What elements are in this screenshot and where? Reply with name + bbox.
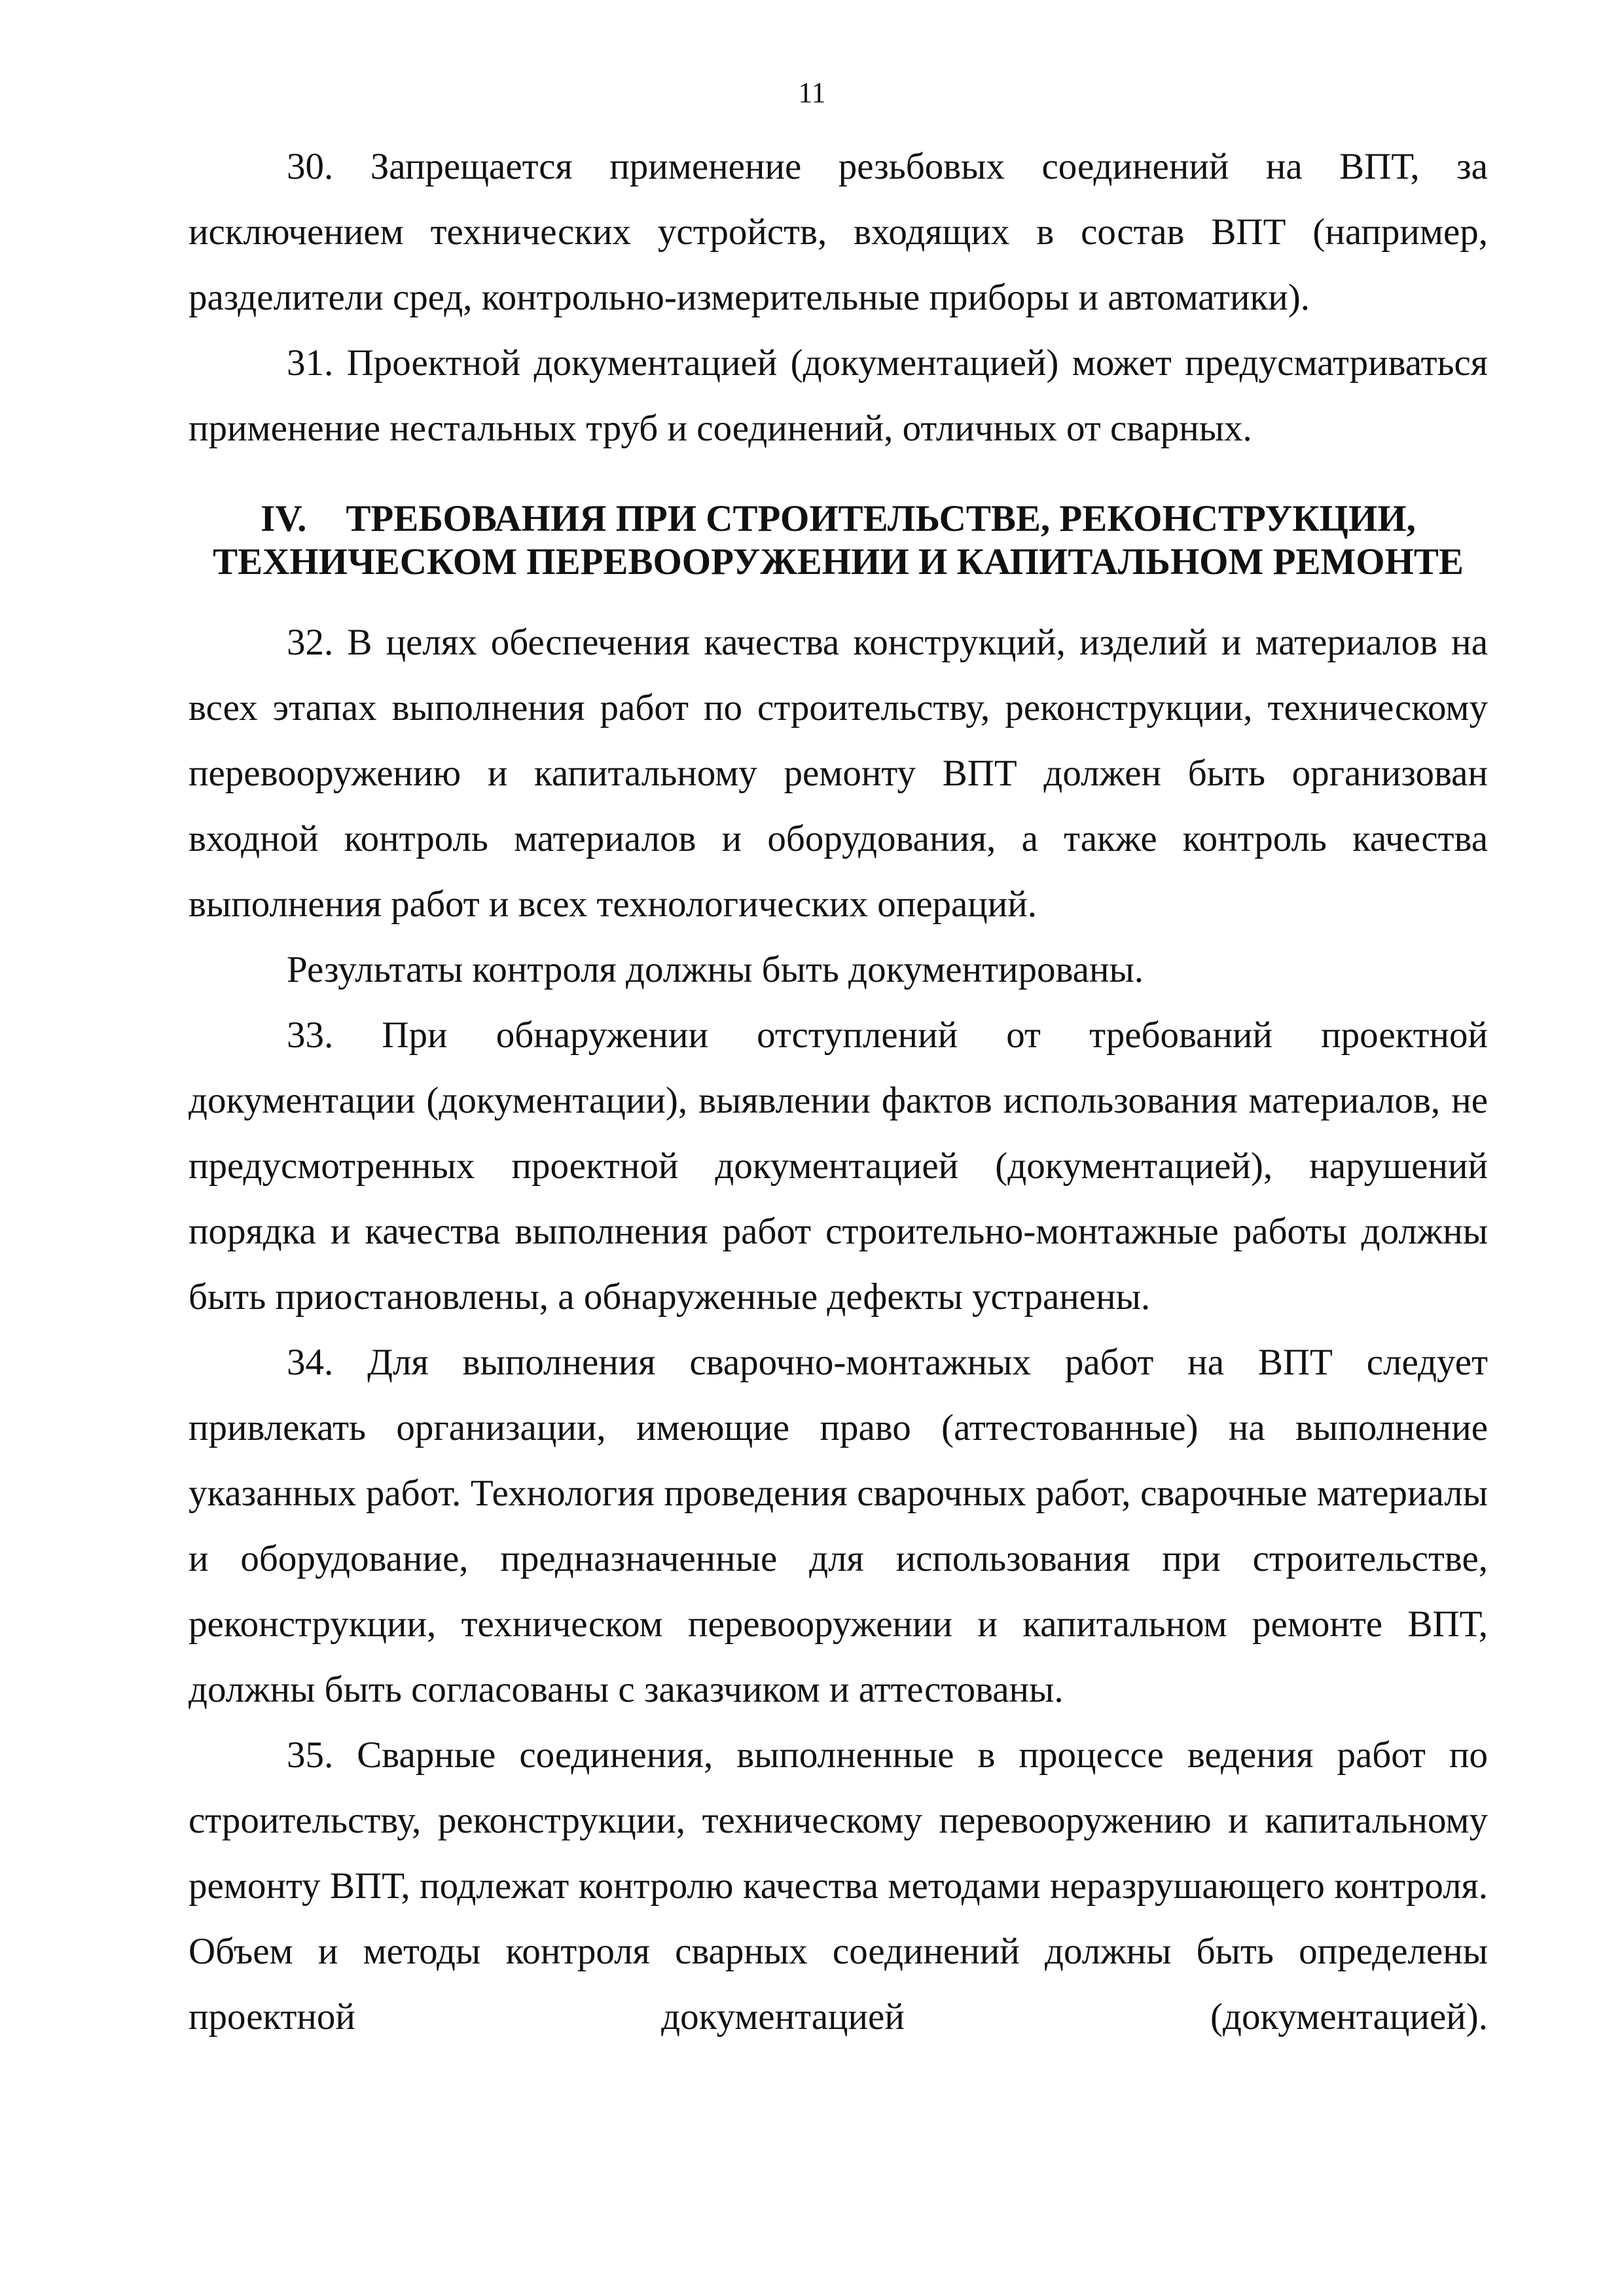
section-title-line-2: ТЕХНИЧЕСКОМ ПЕРЕВООРУЖЕНИИ И КАПИТАЛЬНОМ РЕМОНТЕ: [213, 541, 1464, 583]
section-title-line-1: ТРЕБОВАНИЯ ПРИ СТРОИТЕЛЬСТВЕ, РЕКОНСТРУКЦИИ,: [346, 498, 1416, 539]
paragraph-32: 32. В целях обеспечения качества конструкций, изделий и материалов на всех этапах выполнения работ по строительству, реконструкции, техническому перевооружению и капитальному ремонту ВПТ должен быть организован входной контроль материалов и оборудования, а также контроль качества выполнения работ и всех технологических операций.: [189, 622, 1488, 925]
document-body: [189, 134, 1488, 2050]
paragraph-34: 34. Для выполнения сварочно-монтажных работ на ВПТ следует привлекать организации, имеющие право (аттестованные) на выполнение указанных работ. Технология проведения сварочных работ, сварочные материалы и оборудование, предназначенные для использования при строительстве, реконструкции, техническом перевооружении и капитальном ремонте ВПТ, должны быть согласованы с заказчиком и аттестованы.: [189, 1342, 1488, 1710]
paragraph-32-results: Результаты контроля должны быть документированы.: [287, 949, 1144, 990]
section-number: IV.: [261, 498, 307, 539]
section-heading: [189, 497, 1488, 584]
page-number: 11: [798, 77, 826, 109]
paragraph-35: 35. Сварные соединения, выполненные в процессе ведения работ по строительству, реконструкции, техническому перевооружению и капитальному ремонту ВПТ, подлежат контролю качества методами неразрушающего контроля. Объем и методы контроля сварных соединений должны быть определены проектной документацией (документацией).: [189, 1734, 1488, 2037]
paragraph-33: 33. При обнаружении отступлений от требований проектной документации (документации), выявлении фактов использования материалов, не предусмотренных проектной документацией (документацией), нарушений порядка и качества выполнения работ строительно-монтажные работы должны быть приостановлены, а обнаруженные дефекты устранены.: [189, 1014, 1488, 1318]
paragraph-30: 30. Запрещается применение резьбовых соединений на ВПТ, за исключением технических устройств, входящих в состав ВПТ (например, разделители сред, контрольно-измерительные приборы и автоматики).: [189, 146, 1488, 318]
paragraph-31: 31. Проектной документацией (документацией) может предусматриваться применение нестальных труб и соединений, отличных от сварных.: [189, 342, 1488, 449]
section-heading-line-1: [189, 497, 1488, 541]
